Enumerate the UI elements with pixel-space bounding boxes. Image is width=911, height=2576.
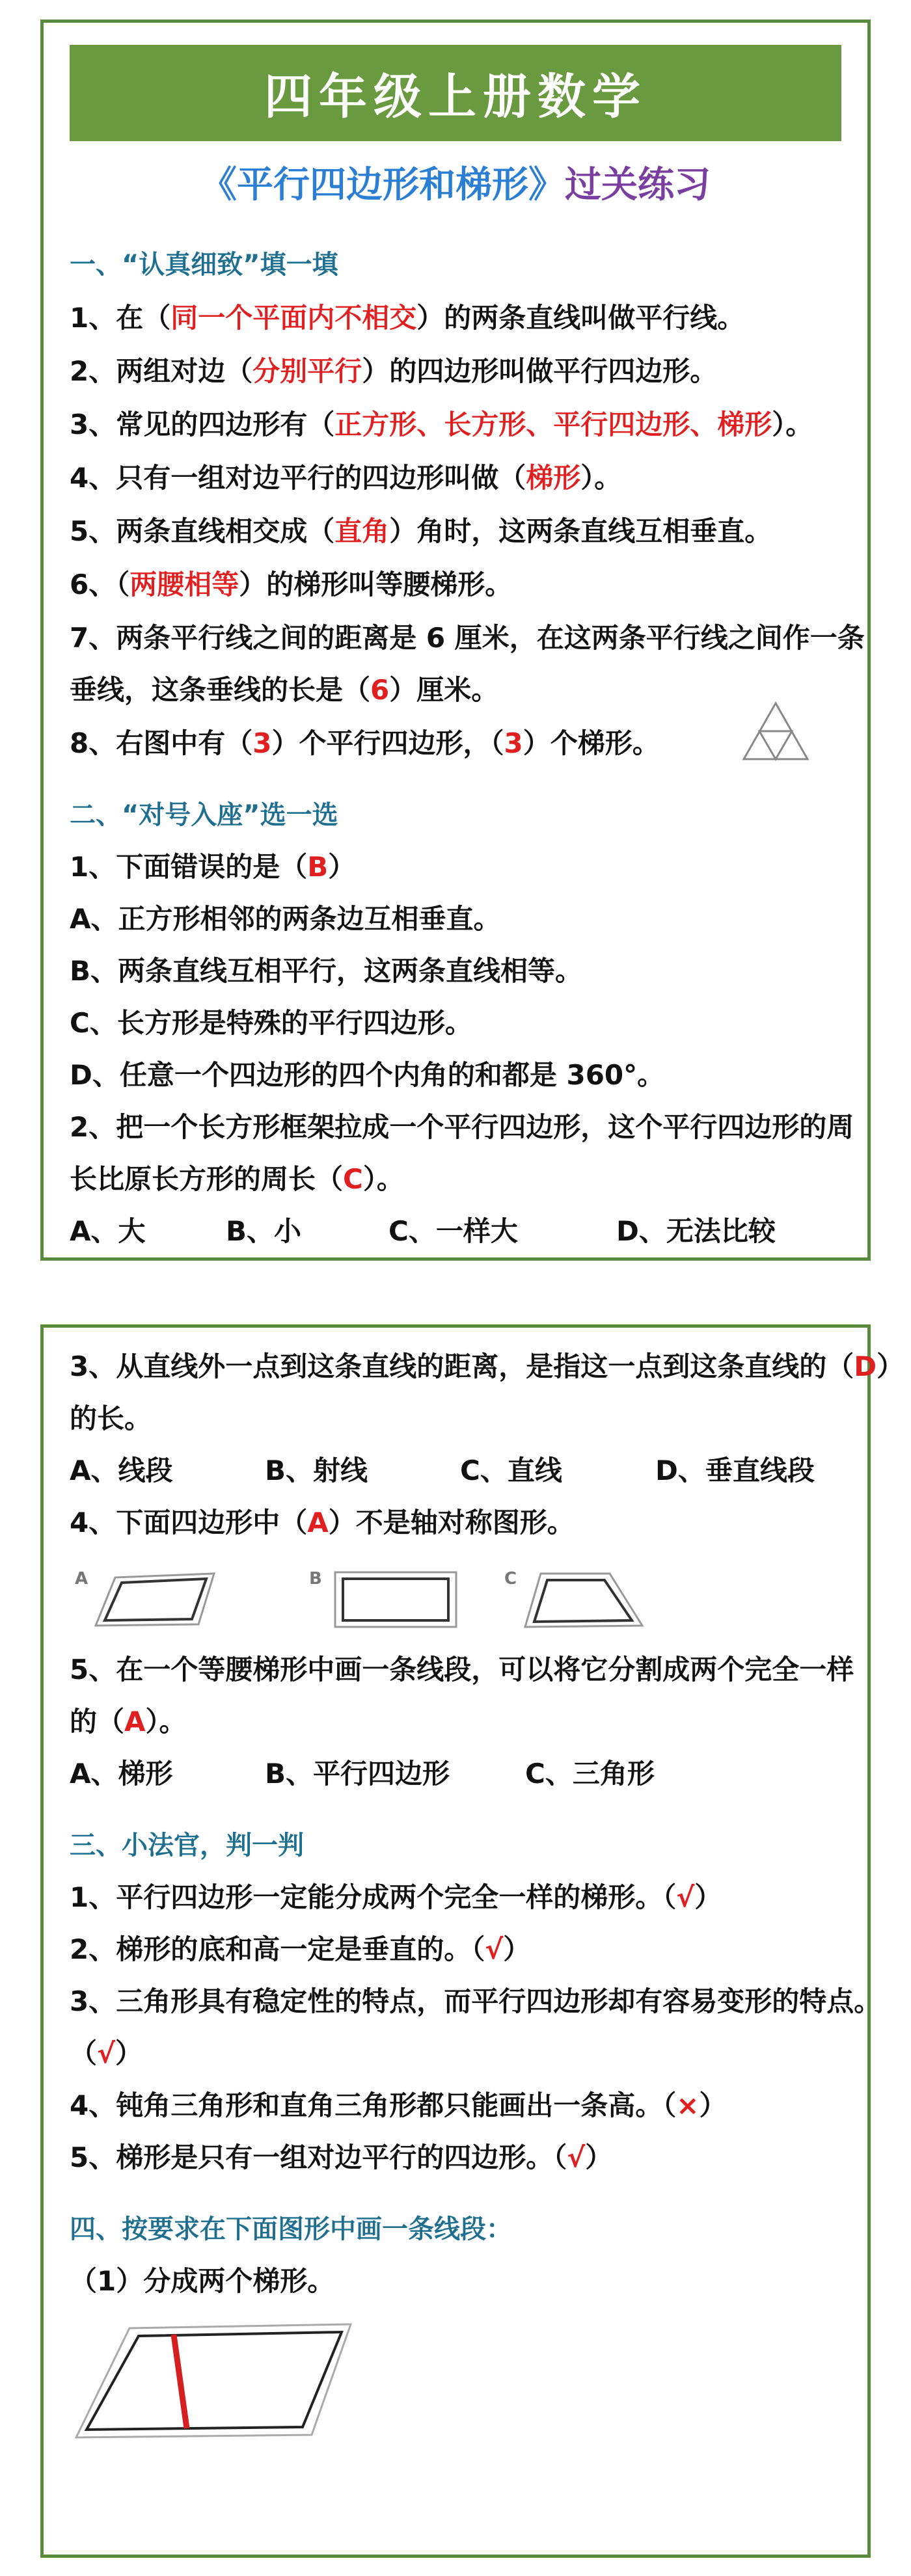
s2-q3-post: ） xyxy=(877,1350,904,1382)
s2-question-1 xyxy=(70,848,355,887)
s3-q5-answer: √ xyxy=(567,2141,586,2173)
figure-c-trapezoid xyxy=(499,1562,649,1633)
s1-q1-post: ）的两条直线叫做平行线。 xyxy=(416,302,745,334)
s1-q8-mid: ）个平行四边形，（ xyxy=(271,727,504,759)
s1-question-2 xyxy=(70,352,717,391)
s1-q3-pre: 3、常见的四边形有（ xyxy=(70,409,335,440)
s3-question-3-line-1: 3、三角形具有稳定性的特点，而平行四边形却有容易变形的特点。 xyxy=(70,1985,882,2017)
parallelogram-split-figure xyxy=(70,2320,356,2444)
s1-question-5 xyxy=(70,512,772,551)
s1-q8-post: ）个梯形。 xyxy=(523,727,660,759)
s3-q2-post: ） xyxy=(503,1933,531,1965)
s3-q1-post: ） xyxy=(694,1881,722,1913)
s2-question-2-line-2 xyxy=(70,1160,404,1199)
section-2-heading: 二、“对号入座”选一选 xyxy=(70,800,338,830)
s2-q1-option-d: D、任意一个四边形的四个内角的和都是 360°。 xyxy=(70,1059,665,1091)
s1-question-7-line-2 xyxy=(70,671,498,710)
s1-q5-answer: 直角 xyxy=(334,515,390,547)
s2-q3-option-c: C、直线 xyxy=(460,1455,562,1486)
s1-question-7-line-1: 7、两条平行线之间的距离是 6 厘米，在这两条平行线之间作一条 xyxy=(70,622,865,654)
s1-q4-pre: 4、只有一组对边平行的四边形叫做（ xyxy=(70,462,526,494)
s1-q8-answer-2: 3 xyxy=(504,727,523,759)
s2-q1-pre: 1、下面错误的是（ xyxy=(70,851,308,883)
s1-q6-pre: 6、（ xyxy=(70,569,130,600)
s2-question-3-line-1 xyxy=(70,1347,904,1386)
s1-q2-pre: 2、两组对边（ xyxy=(70,355,253,387)
s1-question-3 xyxy=(70,405,813,444)
s1-q6-post: ）的梯形叫等腰梯形。 xyxy=(239,569,513,600)
section-4-heading: 四、按要求在下面图形中画一条线段： xyxy=(70,2214,512,2244)
s2-question-5-line-2 xyxy=(70,1702,187,1741)
triangle-figure xyxy=(740,699,811,764)
s3-q1-answer: √ xyxy=(676,1881,695,1913)
s3-q4-pre: 4、钝角三角形和直角三角形都只能画出一条高。（ xyxy=(70,2089,677,2121)
s3-question-5 xyxy=(70,2138,612,2177)
s1-q2-post: ）的四边形叫做平行四边形。 xyxy=(362,355,718,387)
s1-q3-post: ）。 xyxy=(772,409,813,440)
s2-q3-answer: D xyxy=(854,1350,877,1382)
s2-q3-option-a: A、线段 xyxy=(70,1455,173,1486)
s1-q4-answer: 梯形 xyxy=(526,462,581,494)
s3-q2-answer: √ xyxy=(485,1933,504,1965)
s2-q5-post: ）。 xyxy=(145,1706,187,1737)
s3-q3-post: ） xyxy=(115,2037,143,2069)
s1-q7-pre: 垂线，这条垂线的长是（ xyxy=(70,674,371,706)
figure-a-label: A xyxy=(75,1569,88,1589)
s2-q4-post: ）不是轴对称图形。 xyxy=(328,1507,575,1538)
s2-q1-option-a: A、正方形相邻的两条边互相垂直。 xyxy=(70,903,501,935)
s2-q1-post: ） xyxy=(328,851,356,883)
s2-q2-post: ）。 xyxy=(362,1163,404,1195)
s1-q8-pre: 8、右图中有（ xyxy=(70,727,253,759)
s2-q1-answer: B xyxy=(307,851,329,883)
s3-q4-post: ） xyxy=(699,2089,727,2121)
s1-q4-post: ）。 xyxy=(580,462,622,494)
section-1-heading: 一、“认真细致”填一填 xyxy=(70,250,338,280)
worksheet-card-1 xyxy=(40,20,871,1261)
s2-q1-option-b: B、两条直线互相平行，这两条直线相等。 xyxy=(70,955,583,987)
figure-b-label: B xyxy=(309,1569,322,1589)
s1-question-6 xyxy=(70,565,512,604)
s3-q1-pre: 1、平行四边形一定能分成两个完全一样的梯形。（ xyxy=(70,1881,677,1913)
s1-q3-answer: 正方形、长方形、平行四边形、梯形 xyxy=(334,409,772,440)
subtitle-suffix: 过关练习 xyxy=(565,164,711,206)
s1-q1-answer: 同一个平面内不相交 xyxy=(170,302,417,334)
s3-question-1 xyxy=(70,1878,722,1917)
worksheet-card-2 xyxy=(40,1324,904,2558)
s2-q2-option-c: C、一样大 xyxy=(388,1215,518,1247)
s1-q7-post: ）厘米。 xyxy=(389,674,499,706)
s1-q8-answer-1: 3 xyxy=(252,727,272,759)
s1-question-8 xyxy=(70,724,660,763)
s2-q5-option-c: C、三角形 xyxy=(525,1758,655,1790)
s1-q5-pre: 5、两条直线相交成（ xyxy=(70,515,335,547)
s2-question-3-line-2: 的长。 xyxy=(70,1402,152,1434)
s1-q5-post: ）角时，这两条直线互相垂直。 xyxy=(389,515,772,547)
subtitle-main: 《平行四边形和梯形》 xyxy=(200,164,565,206)
s1-question-4 xyxy=(70,459,621,498)
section-3-heading: 三、小法官，判一判 xyxy=(70,1831,304,1860)
s2-question-4 xyxy=(70,1503,575,1542)
s2-q4-pre: 4、下面四边形中（ xyxy=(70,1507,308,1538)
s1-q2-answer: 分别平行 xyxy=(252,355,362,387)
s2-q3-option-d: D、垂直线段 xyxy=(655,1455,815,1486)
s2-q1-option-c: C、长方形是特殊的平行四边形。 xyxy=(70,1007,472,1039)
s2-q5-options xyxy=(70,1754,844,1793)
s2-q5-answer: A xyxy=(124,1706,146,1737)
s1-q1-pre: 1、在（ xyxy=(70,302,171,334)
s4-question-1: （1）分成两个梯形。 xyxy=(70,2265,335,2297)
page-title: 四年级上册数学 xyxy=(70,45,841,141)
s2-q3-option-b: B、射线 xyxy=(265,1455,368,1486)
s3-q3-answer: √ xyxy=(97,2037,116,2069)
dividing-line xyxy=(174,2335,187,2428)
s2-q2-pre: 长比原长方形的周长（ xyxy=(70,1163,344,1195)
figure-c-label: C xyxy=(504,1569,517,1589)
figure-b-rectangle xyxy=(304,1562,460,1633)
s3-q5-pre: 5、梯形是只有一组对边平行的四边形。（ xyxy=(70,2141,567,2173)
s3-q3-pre: （ xyxy=(70,2037,98,2069)
s2-q3-pre: 3、从直线外一点到这条直线的距离，是指这一点到这条直线的（ xyxy=(70,1350,854,1382)
s1-question-1 xyxy=(70,299,744,338)
s2-q2-options xyxy=(70,1212,844,1251)
s2-question-2-line-1: 2、把一个长方形框架拉成一个平行四边形，这个平行四边形的周 xyxy=(70,1111,854,1143)
s2-q3-options xyxy=(70,1451,844,1490)
s2-q5-option-b: B、平行四边形 xyxy=(265,1758,450,1790)
s3-question-3-line-2 xyxy=(70,2034,143,2073)
s3-question-4 xyxy=(70,2086,726,2125)
s2-q2-answer: C xyxy=(343,1163,363,1195)
s2-q5-pre: 的（ xyxy=(70,1706,125,1737)
s3-question-2 xyxy=(70,1930,530,1969)
s2-q4-answer: A xyxy=(307,1507,329,1538)
s2-q5-option-a: A、梯形 xyxy=(70,1758,173,1790)
s3-q4-answer: × xyxy=(676,2089,700,2121)
s2-question-5-line-1: 5、在一个等腰梯形中画一条线段，可以将它分割成两个完全一样 xyxy=(70,1654,854,1685)
s1-q7-answer: 6 xyxy=(370,674,390,706)
s2-q2-option-b: B、小 xyxy=(226,1215,302,1247)
s3-q2-pre: 2、梯形的底和高一定是垂直的。（ xyxy=(70,1933,485,1965)
s2-q2-option-d: D、无法比较 xyxy=(616,1215,776,1247)
figure-a-parallelogram xyxy=(70,1562,219,1633)
s1-q6-answer: 两腰相等 xyxy=(129,569,239,600)
s3-q5-post: ） xyxy=(585,2141,613,2173)
subtitle xyxy=(44,159,867,211)
s2-q2-option-a: A、大 xyxy=(70,1215,146,1247)
